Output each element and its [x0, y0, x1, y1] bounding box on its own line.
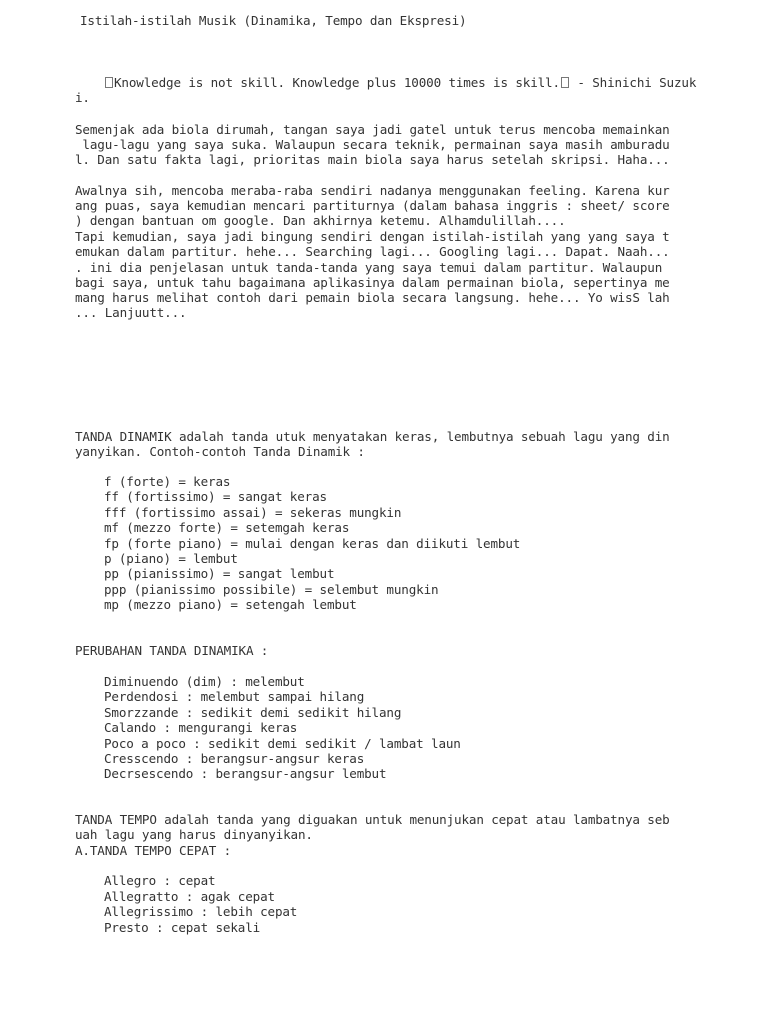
dinamik-item: fp (forte piano) = mulai dengan keras dan diikuti lembut	[104, 536, 521, 551]
tempo-subheading: A.TANDA TEMPO CEPAT :	[75, 843, 232, 858]
perubahan-item: Cresscendo : berangsur-angsur keras	[104, 751, 365, 766]
dinamik-item: p (piano) = lembut	[104, 551, 238, 566]
intro-p1-line: lagu-lagu yang saya suka. Walaupun secara teknik, permainan saya masih amburadu	[75, 137, 670, 152]
quote-text: Knowledge is not skill. Knowledge plus 10000 times is skill.	[114, 75, 560, 90]
intro-p2-line: ang puas, saya kemudian mencari partiturnya (dalam bahasa inggris : sheet/ score	[75, 198, 670, 213]
open-quote-glyph-icon	[105, 77, 113, 88]
dinamik-heading: yanyikan. Contoh-contoh Tanda Dinamik :	[75, 444, 365, 459]
tempo-item: Allegro : cepat	[104, 873, 216, 888]
intro-p2-line: . ini dia penjelasan untuk tanda-tanda yang saya temui dalam partitur. Walaupun	[75, 260, 663, 275]
tempo-item: Allegratto : agak cepat	[104, 889, 275, 904]
intro-p2-line: bagi saya, untuk tahu bagaimana aplikasinya dalam permainan biola, sepertinya me	[75, 275, 670, 290]
intro-p2-line: ... Lanjuutt...	[75, 305, 187, 320]
quote-author-wrap: i.	[75, 90, 90, 105]
perubahan-item: Poco a poco : sedikit demi sedikit / lambat laun	[104, 736, 461, 751]
dinamik-item: pp (pianissimo) = sangat lembut	[104, 566, 335, 581]
quote-line	[104, 75, 696, 90]
dinamik-item: ppp (pianissimo possibile) = selembut mungkin	[104, 582, 439, 597]
intro-p2-line: Awalnya sih, mencoba meraba-raba sendiri nadanya menggunakan feeling. Karena kur	[75, 183, 670, 198]
perubahan-item: Smorzzande : sedikit demi sedikit hilang	[104, 705, 402, 720]
dinamik-item: f (forte) = keras	[104, 474, 231, 489]
dinamik-item: mf (mezzo forte) = setemgah keras	[104, 520, 350, 535]
intro-p2-line: ) dengan bantuan om google. Dan akhirnya ketemu. Alhamdulillah....	[75, 213, 566, 228]
intro-p2-line: Tapi kemudian, saya jadi bingung sendiri dengan istilah-istilah yang yang saya t	[75, 229, 670, 244]
intro-p1-line: Semenjak ada biola dirumah, tangan saya jadi gatel untuk terus mencoba memainkan	[75, 122, 670, 137]
document-title: Istilah-istilah Musik (Dinamika, Tempo dan Ekspresi)	[80, 13, 467, 28]
tempo-heading: uah lagu yang harus dinyanyikan.	[75, 827, 313, 842]
intro-p1-line: l. Dan satu fakta lagi, prioritas main biola saya harus setelah skripsi. Haha...	[75, 152, 670, 167]
perubahan-item: Diminuendo (dim) : melembut	[104, 674, 305, 689]
dinamik-item: ff (fortissimo) = sangat keras	[104, 489, 327, 504]
dinamik-item: mp (mezzo piano) = setengah lembut	[104, 597, 357, 612]
close-quote-glyph-icon	[561, 77, 569, 88]
intro-p2-line: mang harus melihat contoh dari pemain biola secara langsung. hehe... Yo wisS lah	[75, 290, 670, 305]
dinamik-heading: TANDA DINAMIK adalah tanda utuk menyatakan keras, lembutnya sebuah lagu yang din	[75, 429, 670, 444]
quote-author: - Shinichi Suzuk	[569, 75, 697, 90]
tempo-item: Presto : cepat sekali	[104, 920, 261, 935]
perubahan-heading: PERUBAHAN TANDA DINAMIKA :	[75, 643, 269, 658]
perubahan-item: Decrsescendo : berangsur-angsur lembut	[104, 766, 387, 781]
tempo-heading: TANDA TEMPO adalah tanda yang diguakan untuk menunjukan cepat atau lambatnya seb	[75, 812, 670, 827]
dinamik-item: fff (fortissimo assai) = sekeras mungkin	[104, 505, 402, 520]
perubahan-item: Calando : mengurangi keras	[104, 720, 298, 735]
perubahan-item: Perdendosi : melembut sampai hilang	[104, 689, 365, 704]
intro-p2-line: emukan dalam partitur. hehe... Searching lagi... Googling lagi... Dapat. Naah...	[75, 244, 670, 259]
tempo-item: Allegrissimo : lebih cepat	[104, 904, 298, 919]
